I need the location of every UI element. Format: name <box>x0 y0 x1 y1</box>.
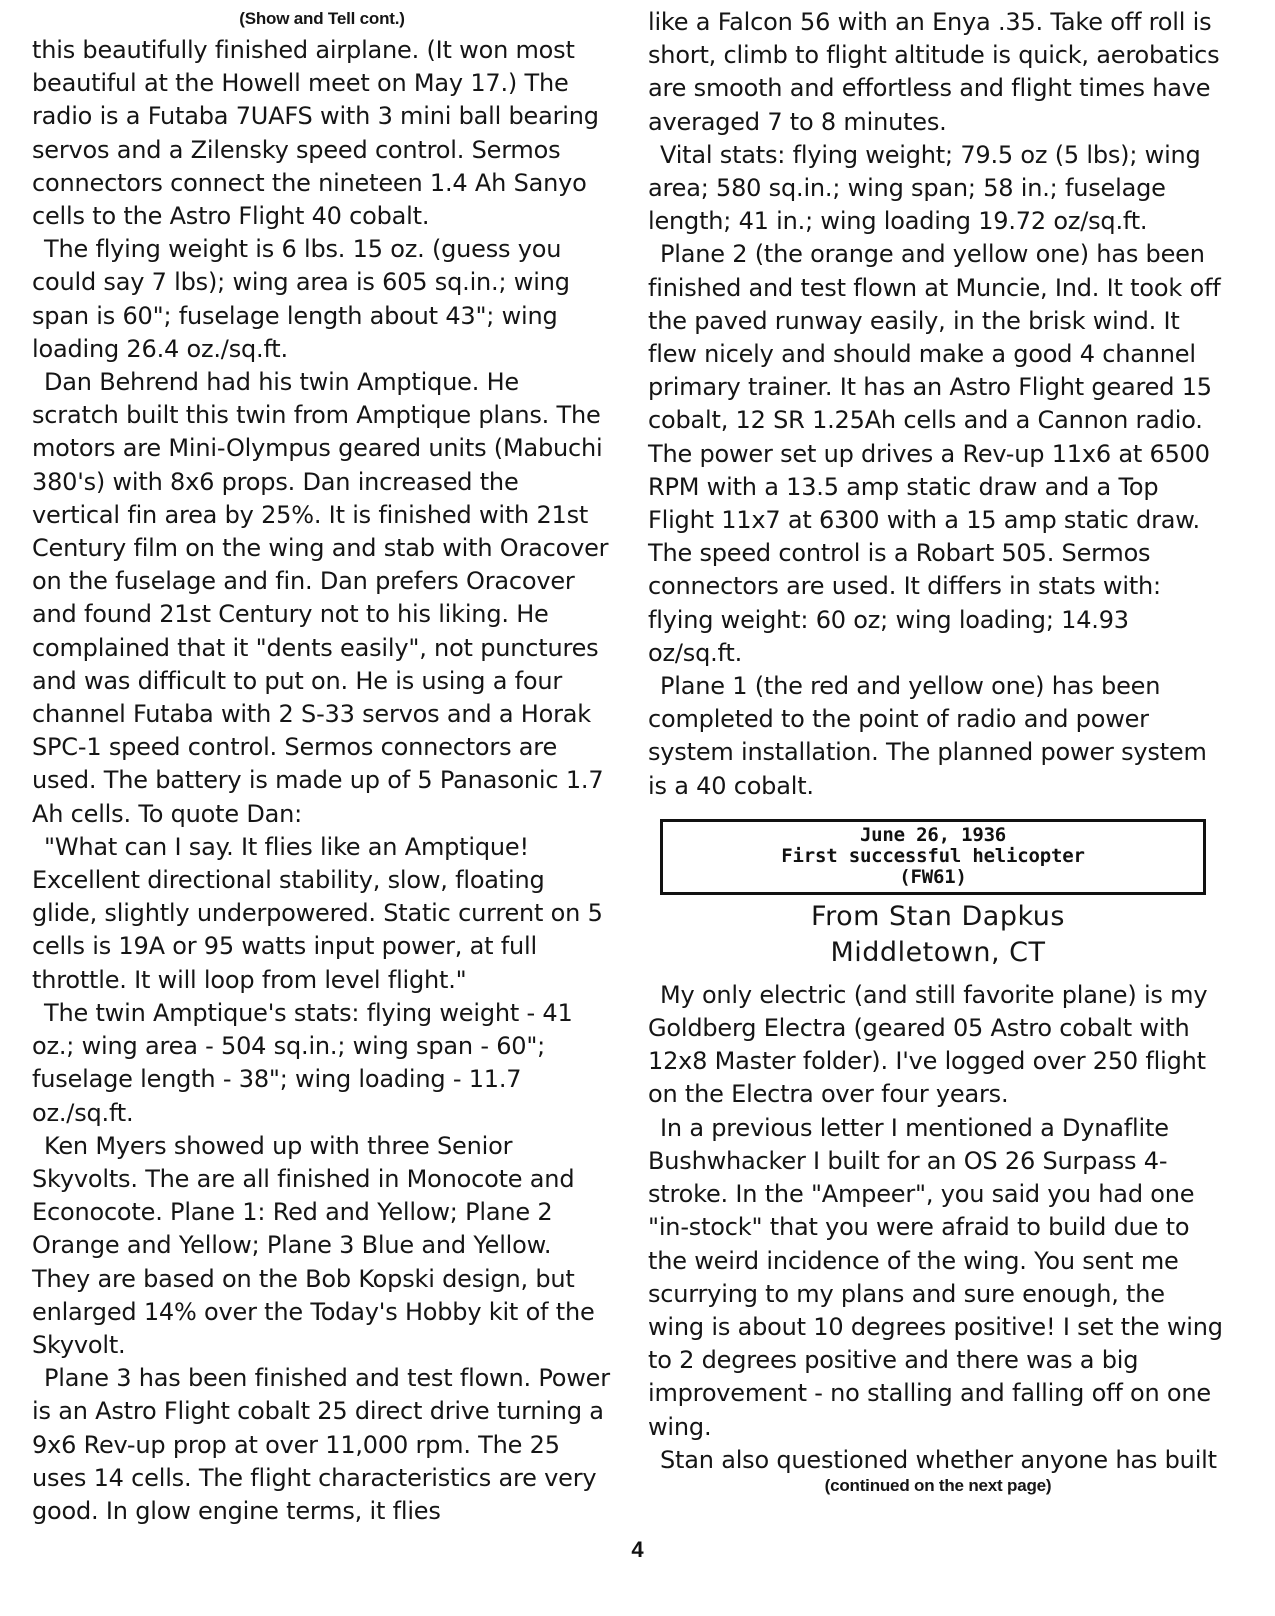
letter-byline <box>648 899 1228 971</box>
paragraph: Vital stats: flying weight; 79.5 oz (5 lbs); wing area; 580 sq.in.; wing span; 58 in.; fuselage length; 41 in.; wing loading 19.72 oz/sq.ft. <box>648 140 1201 236</box>
history-callout-box <box>660 819 1206 895</box>
callout-event: First successful helicopter <box>781 844 1085 867</box>
byline-location: Middletown, CT <box>830 936 1046 968</box>
paragraph: Dan Behrend had his twin Amptique. He scratch built this twin from Amptique plans. The motors are Mini-Olympus geared units (Mabuchi 380's) with 8x6 props. Dan increased the vertical fin area by 25%. It is finished with 21st Century film on the wing and stab with Oracover on the fuselage and fin. Dan prefers Oracover and found 21st Century not to his liking. He complained that it "dents easily", not punctures and was difficult to put on. He is using a four channel Futaba with 2 S-33 servos and a Horak SPC-1 speed control. Sermos connectors are used. The battery is made up of 5 Panasonic 1.7 Ah cells. To quote Dan: <box>32 368 609 828</box>
paragraph: Ken Myers showed up with three Senior Skyvolts. The are all finished in Monocote and Econocote. Plane 1: Red and Yellow; Plane 2 Orange and Yellow; Plane 3 Blue and Yellow. They are based on the Bob Kopski design, but enlarged 14% over the Today's Hobby kit of the Skyvolt. <box>32 1131 595 1359</box>
paragraph: The flying weight is 6 lbs. 15 oz. (guess you could say 7 lbs); wing area is 605 sq.in.; wing span is 60"; fuselage length about 43"; wing loading 26.4 oz./sq.ft. <box>32 235 570 363</box>
paragraph: Plane 2 (the orange and yellow one) has been finished and test flown at Muncie, Ind. It took off the paved runway easily, in the brisk wind. It flew nicely and should make a good 4 channel primary trainer. It has an Astro Flight geared 15 cobalt, 12 SR 1.25Ah cells and a Cannon radio. The power set up drives a Rev-up 11x6 at 6500 RPM with a 13.5 amp static draw and a Top Flight 11x7 at 6300 with a 15 amp static draw. The speed control is a Robart 505. Sermos connectors are used. It differs in stats with: flying weight: 60 oz; wing loading; 14.93 oz/sq.ft. <box>648 240 1221 667</box>
paragraph: Plane 1 (the red and yellow one) has been completed to the point of radio and power system installation. The planned power system is a 40 cobalt. <box>648 672 1207 800</box>
page-number: 4 <box>631 1537 644 1562</box>
paragraph: My only electric (and still favorite plane) is my Goldberg Electra (geared 05 Astro cobalt with 12x8 Master folder). I've logged over 250 flight on the Electra over four years. <box>648 980 1208 1109</box>
callout-date: June 26, 1936 <box>859 823 1007 846</box>
right-column <box>648 6 1228 1497</box>
byline-author: From Stan Dapkus <box>811 900 1065 932</box>
paragraph: The twin Amptique's stats: flying weight - 41 oz.; wing area - 504 sq.in.; wing span - 60"; fuselage length - 38"; wing loading - 11.7 oz./sq.ft. <box>32 998 573 1127</box>
paragraph: In a previous letter I mentioned a Dynaflite Bushwhacker I built for an OS 26 Surpass 4-stroke. In the "Ampeer", you said you had one "in-stock" that you were afraid to build due to the weird incidence of the wing. You sent me scurrying to my plans and sure enough, the wing is about 10 degrees positive! I set the wing to 2 degrees positive and there was a big improvement - no stalling and falling off on one wing. <box>648 1113 1223 1441</box>
paragraph: Stan also questioned whether anyone has built <box>660 1445 1217 1474</box>
paragraph: like a Falcon 56 with an Enya .35. Take off roll is short, climb to flight altitude is quick, aerobatics are smooth and effortless and flight times have averaged 7 to 8 minutes. <box>648 8 1220 136</box>
callout-aircraft: (FW61) <box>899 865 967 888</box>
paragraph: Plane 3 has been finished and test flown. Power is an Astro Flight cobalt 25 direct drive turning a 9x6 Rev-up prop at over 11,000 rpm. The 25 uses 14 cells. The flight characteristics are very good. In glow engine terms, it flies <box>32 1364 610 1525</box>
paragraph: this beautifully finished airplane. (It won most beautiful at the Howell meet on May 17.) The radio is a Futaba 7UAFS with 3 mini ball bearing servos and a Zilensky speed control. Sermos connectors connect the nineteen 1.4 Ah Sanyo cells to the Astro Flight 40 cobalt. <box>32 36 599 231</box>
paragraph: "What can I say. It flies like an Amptique! Excellent directional stability, slow, floating glide, slightly underpowered. Static current on 5 cells is 19A or 95 watts input power, at full throttle. It will loop from level flight." <box>32 832 603 994</box>
continued-footer: (continued on the next page) <box>824 1475 1052 1495</box>
left-column <box>32 6 612 1528</box>
continued-header: (Show and Tell cont.) <box>239 9 405 28</box>
